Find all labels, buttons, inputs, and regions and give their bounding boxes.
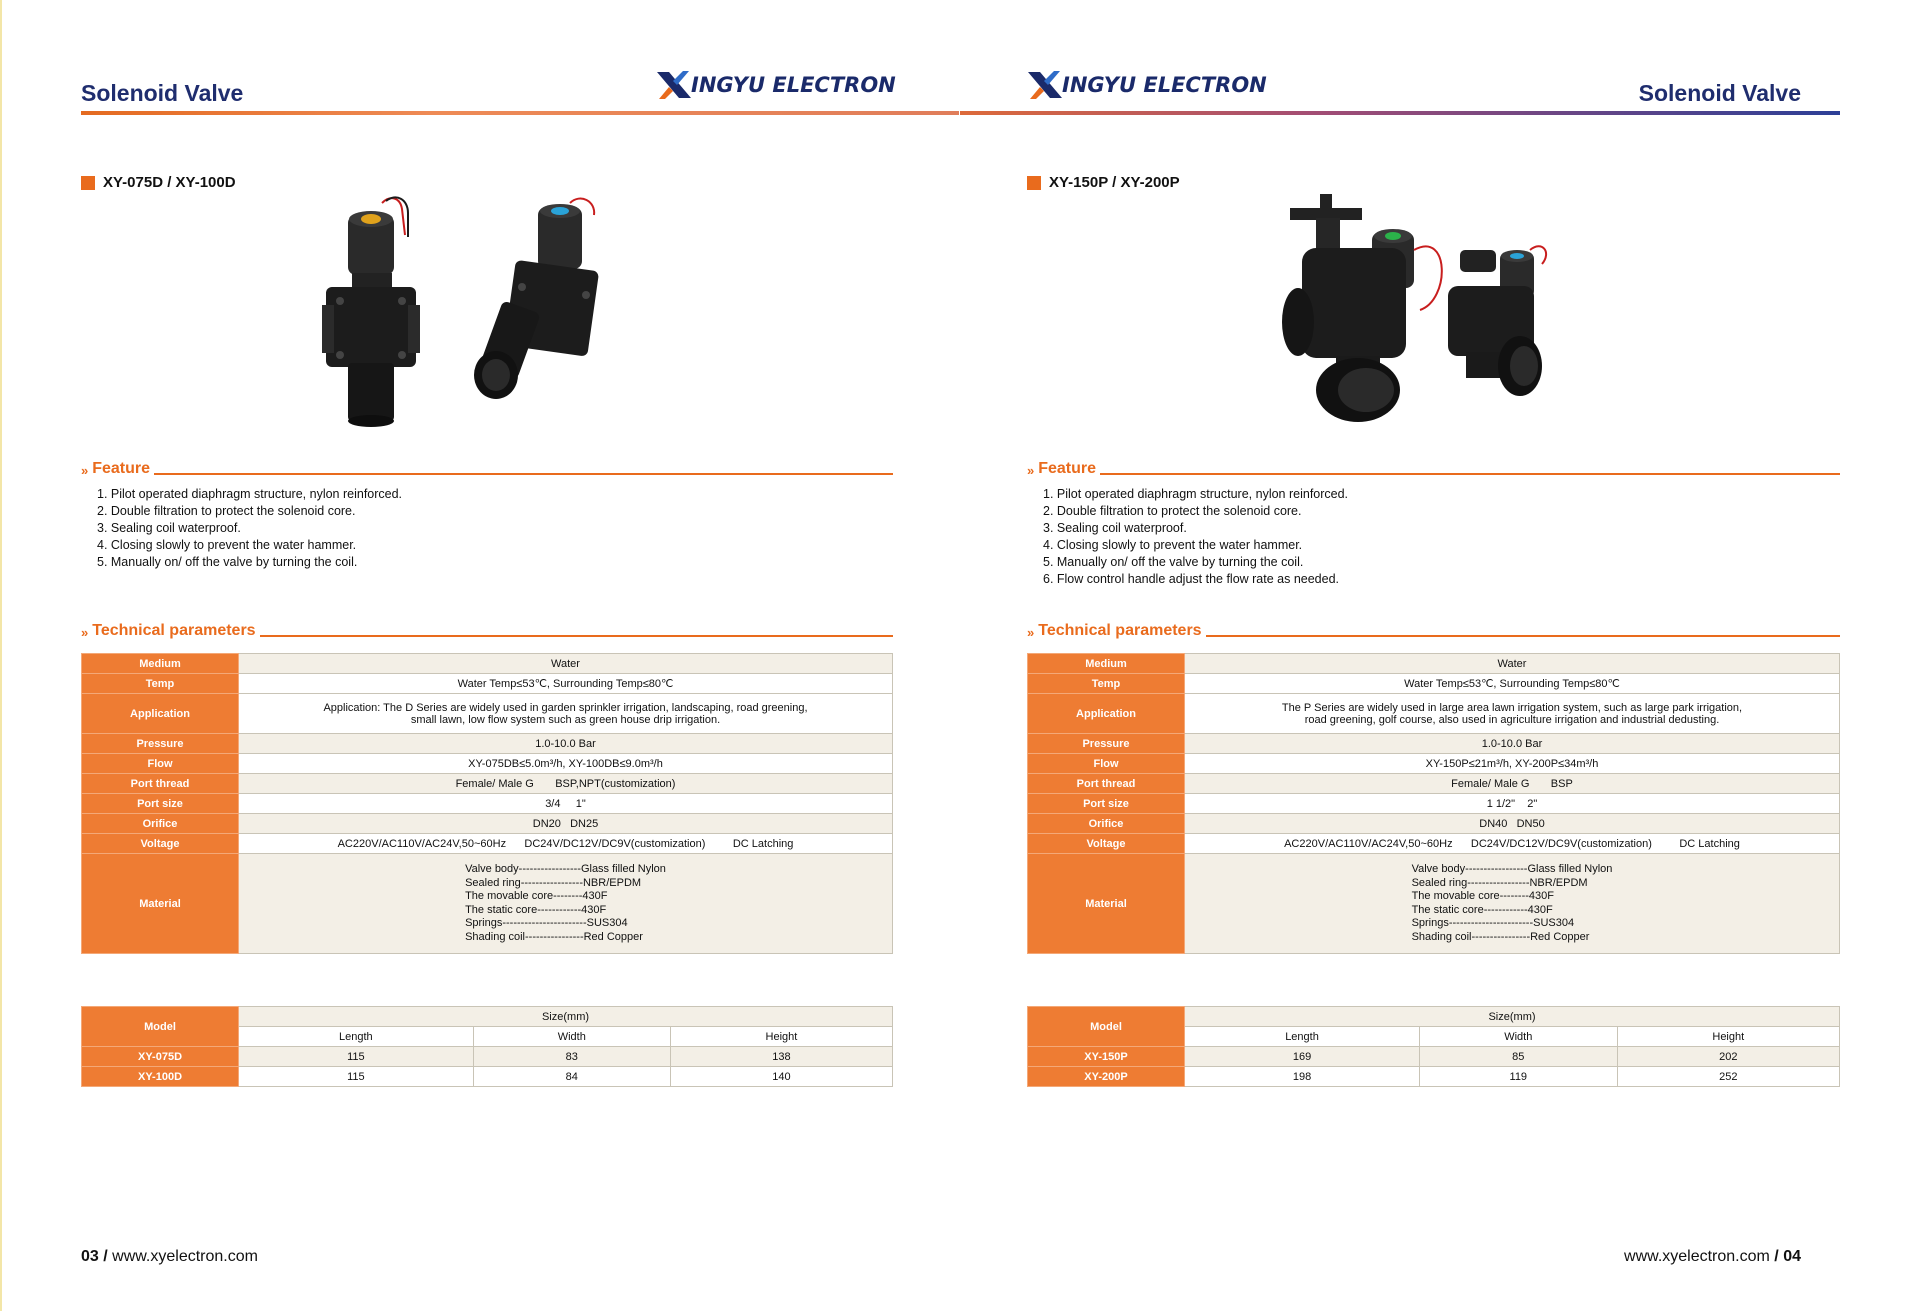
section-divider <box>1206 635 1840 637</box>
table-row <box>82 654 893 674</box>
material-line: Shading coil----------------Red Copper <box>465 930 643 943</box>
material-line: Valve body-----------------Glass filled Nylon <box>465 863 666 875</box>
application-line: The P Series are widely used in large area lawn irrigation system, such as large park irrigation, <box>1281 701 1743 714</box>
page-footer <box>1624 1248 1801 1266</box>
column-header: Height <box>1617 1027 1839 1047</box>
list-item: 4. Closing slowly to prevent the water hammer. <box>97 538 357 552</box>
feature-list <box>1043 486 1348 588</box>
param-label: Port thread <box>1028 774 1185 794</box>
size-header: Size(mm) <box>239 1007 893 1027</box>
param-label: Flow <box>82 754 239 774</box>
table-row <box>1028 754 1840 774</box>
size-cell: 115 <box>239 1047 474 1067</box>
model-header: Model <box>82 1007 239 1047</box>
parameters-table <box>81 653 893 954</box>
table-row <box>1028 1007 1840 1027</box>
param-label: Medium <box>82 654 239 674</box>
param-value: AC220V/AC110V/AC24V,50~60Hz DC24V/DC12V/DC9V(customization) DC Latching <box>239 834 893 854</box>
param-value <box>1185 694 1840 734</box>
brand-logo <box>1026 68 1267 102</box>
feature-title: Feature <box>1038 460 1097 477</box>
section-divider <box>260 635 893 637</box>
size-cell: 85 <box>1420 1047 1618 1067</box>
size-cell: 83 <box>473 1047 670 1067</box>
param-value: DN20 DN25 <box>239 814 893 834</box>
valve-angled-image <box>474 199 599 399</box>
column-header: Height <box>670 1027 892 1047</box>
header-rule <box>960 111 1840 115</box>
header-rule <box>81 111 959 115</box>
param-value: 1 1/2" 2" <box>1185 794 1840 814</box>
list-item: 4. Closing slowly to prevent the water hammer. <box>1043 538 1303 552</box>
model-cell: XY-150P <box>1028 1047 1185 1067</box>
param-value <box>1185 854 1840 954</box>
model-heading-text: XY-075D / XY-100D <box>103 174 236 191</box>
table-row <box>82 854 893 954</box>
param-value: Water <box>239 654 893 674</box>
list-item: 2. Double filtration to protect the solenoid core. <box>97 504 356 518</box>
material-line: The movable core--------430F <box>465 890 608 902</box>
param-value: XY-150P≤21m³/h, XY-200P≤34m³/h <box>1185 754 1840 774</box>
column-header: Width <box>473 1027 670 1047</box>
tech-section-title <box>81 622 893 640</box>
brand-logo <box>655 68 896 102</box>
parameters-table <box>1027 653 1840 954</box>
table-row <box>1028 734 1840 754</box>
param-value: DN40 DN50 <box>1185 814 1840 834</box>
list-item: 5. Manually on/ off the valve by turning the coil. <box>1043 555 1304 569</box>
size-cell: 202 <box>1617 1047 1839 1067</box>
page-footer <box>81 1248 258 1266</box>
application-line: Application: The D Series are widely used in garden sprinkler irrigation, landscaping, road greening, <box>323 701 808 714</box>
valve-front-image <box>322 197 420 427</box>
table-row <box>82 734 893 754</box>
table-row <box>82 774 893 794</box>
material-line: Springs-----------------------SUS304 <box>1411 917 1575 929</box>
size-cell: 140 <box>670 1067 892 1087</box>
param-label: Port thread <box>82 774 239 794</box>
footer-url[interactable]: www.xyelectron.com <box>112 1248 258 1265</box>
param-value: 1.0-10.0 Bar <box>239 734 893 754</box>
table-row <box>1028 654 1840 674</box>
footer-separator: / <box>1769 1248 1784 1265</box>
table-row <box>1028 674 1840 694</box>
double-chevron-icon: » <box>1027 625 1035 640</box>
param-value: Female/ Male G BSP <box>1185 774 1840 794</box>
param-label: Material <box>1028 854 1185 954</box>
brand-name: INGYU ELECTRON <box>691 73 896 97</box>
material-list <box>1412 863 1613 944</box>
feature-title: Feature <box>92 460 151 477</box>
material-line: Shading coil----------------Red Copper <box>1411 930 1590 943</box>
param-label: Voltage <box>82 834 239 854</box>
product-photo-p-series <box>1280 190 1580 430</box>
feature-section-title <box>1027 460 1840 478</box>
size-header: Size(mm) <box>1185 1007 1840 1027</box>
model-cell: XY-200P <box>1028 1067 1185 1087</box>
table-row <box>1028 814 1840 834</box>
list-item: 1. Pilot operated diaphragm structure, nylon reinforced. <box>97 487 403 501</box>
list-item: 2. Double filtration to protect the solenoid core. <box>1043 504 1302 518</box>
tech-title: Technical parameters <box>92 622 256 639</box>
param-label: Pressure <box>1028 734 1185 754</box>
application-line: road greening, golf course, also used in agriculture irrigation and industrial dedusting. <box>1304 713 1720 726</box>
double-chevron-icon: » <box>81 463 89 478</box>
param-value: Water Temp≤53℃, Surrounding Temp≤80℃ <box>239 674 893 694</box>
material-line: Sealed ring-----------------NBR/EPDM <box>465 876 642 889</box>
list-item: 3. Sealing coil waterproof. <box>1043 521 1187 535</box>
valve-small-image <box>1448 246 1546 396</box>
page-number: 03 <box>81 1248 99 1265</box>
material-line: Sealed ring-----------------NBR/EPDM <box>1411 876 1588 889</box>
size-cell: 84 <box>473 1067 670 1087</box>
model-cell: XY-075D <box>82 1047 239 1067</box>
list-item: 3. Sealing coil waterproof. <box>97 521 241 535</box>
table-row <box>82 794 893 814</box>
table-row <box>82 1047 893 1067</box>
table-row <box>1028 794 1840 814</box>
section-divider <box>1100 473 1840 475</box>
material-line: Valve body-----------------Glass filled Nylon <box>1411 863 1613 875</box>
model-header: Model <box>1028 1007 1185 1047</box>
model-cell: XY-100D <box>82 1067 239 1087</box>
material-line: The static core------------430F <box>465 903 607 916</box>
model-heading <box>81 174 236 191</box>
table-row <box>1028 854 1840 954</box>
param-label: Port size <box>82 794 239 814</box>
param-value: Female/ Male G BSP,NPT(customization) <box>239 774 893 794</box>
list-item: 6. Flow control handle adjust the flow rate as needed. <box>1043 572 1340 586</box>
page-left <box>0 0 959 1311</box>
material-line: The movable core--------430F <box>1411 890 1554 902</box>
table-row <box>82 694 893 734</box>
table-row <box>82 1007 893 1027</box>
size-cell: 115 <box>239 1067 474 1087</box>
table-row <box>1028 1047 1840 1067</box>
page-right <box>960 0 1919 1311</box>
param-label: Application <box>1028 694 1185 734</box>
model-heading <box>1027 174 1180 191</box>
param-label: Medium <box>1028 654 1185 674</box>
material-line: Springs-----------------------SUS304 <box>465 917 628 929</box>
size-cell: 252 <box>1617 1067 1839 1087</box>
param-label: Material <box>82 854 239 954</box>
section-divider <box>154 473 893 475</box>
table-row <box>82 754 893 774</box>
param-label: Temp <box>1028 674 1185 694</box>
param-value <box>239 854 893 954</box>
size-table <box>81 1006 893 1087</box>
product-photo-d-series <box>300 195 680 435</box>
param-value: Water Temp≤53℃, Surrounding Temp≤80℃ <box>1185 674 1840 694</box>
table-row <box>1028 1067 1840 1087</box>
list-item: 5. Manually on/ off the valve by turning the coil. <box>97 555 358 569</box>
param-label: Voltage <box>1028 834 1185 854</box>
param-value <box>239 694 893 734</box>
column-header: Width <box>1420 1027 1618 1047</box>
x-logo-icon <box>655 68 693 102</box>
table-row <box>1028 774 1840 794</box>
param-value: XY-075DB≤5.0m³/h, XY-100DB≤9.0m³/h <box>239 754 893 774</box>
size-table <box>1027 1006 1840 1087</box>
table-row <box>82 1067 893 1087</box>
param-label: Orifice <box>82 814 239 834</box>
column-header: Length <box>1185 1027 1420 1047</box>
orange-square-icon <box>1027 176 1041 190</box>
page-title: Solenoid Valve <box>1638 80 1801 106</box>
footer-url[interactable]: www.xyelectron.com <box>1624 1248 1770 1265</box>
size-cell: 138 <box>670 1047 892 1067</box>
table-row <box>82 834 893 854</box>
param-label: Flow <box>1028 754 1185 774</box>
param-value: AC220V/AC110V/AC24V,50~60Hz DC24V/DC12V/DC9V(customization) DC Latching <box>1185 834 1840 854</box>
feature-list <box>97 486 402 571</box>
param-label: Application <box>82 694 239 734</box>
param-value: 1.0-10.0 Bar <box>1185 734 1840 754</box>
model-heading-text: XY-150P / XY-200P <box>1049 174 1180 191</box>
table-row <box>1028 834 1840 854</box>
material-line: The static core------------430F <box>1411 903 1553 916</box>
material-list <box>465 863 666 944</box>
double-chevron-icon: » <box>81 625 89 640</box>
size-cell: 169 <box>1185 1047 1420 1067</box>
size-cell: 198 <box>1185 1067 1420 1087</box>
param-label: Temp <box>82 674 239 694</box>
orange-square-icon <box>81 176 95 190</box>
valve-large-image <box>1282 194 1442 422</box>
table-row <box>1028 694 1840 734</box>
param-label: Orifice <box>1028 814 1185 834</box>
footer-separator: / <box>98 1248 113 1265</box>
size-cell: 119 <box>1420 1067 1618 1087</box>
param-label: Port size <box>1028 794 1185 814</box>
tech-section-title <box>1027 622 1840 640</box>
column-header: Length <box>239 1027 474 1047</box>
param-label: Pressure <box>82 734 239 754</box>
x-logo-icon <box>1026 68 1064 102</box>
param-value: 3/4 1" <box>239 794 893 814</box>
application-line: small lawn, low flow system such as green house drip irrigation. <box>410 713 721 726</box>
tech-title: Technical parameters <box>1038 622 1202 639</box>
list-item: 1. Pilot operated diaphragm structure, nylon reinforced. <box>1043 487 1349 501</box>
page-number: 04 <box>1783 1248 1801 1265</box>
table-row <box>82 814 893 834</box>
page-title: Solenoid Valve <box>81 80 244 106</box>
double-chevron-icon: » <box>1027 463 1035 478</box>
param-value: Water <box>1185 654 1840 674</box>
brand-name: INGYU ELECTRON <box>1062 73 1267 97</box>
feature-section-title <box>81 460 893 478</box>
table-row <box>82 674 893 694</box>
